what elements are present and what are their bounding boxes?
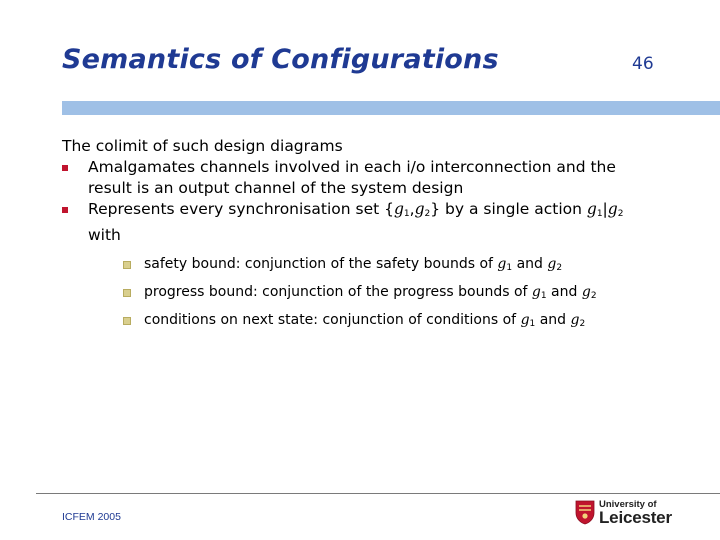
math-subscript: 1 — [540, 291, 547, 301]
page-number: 46 — [632, 54, 654, 74]
sub-bullet-progress — [123, 280, 682, 308]
university-logo — [575, 499, 675, 529]
university-crest-icon — [575, 500, 595, 525]
slide-content — [62, 136, 682, 336]
sub-bullet-square-icon — [123, 261, 131, 269]
math-g: g — [531, 284, 541, 300]
math-subscript: 2 — [424, 209, 431, 219]
title-bar — [62, 101, 720, 115]
footer-divider — [36, 493, 720, 494]
math-g: g — [497, 256, 507, 272]
math-g: g — [547, 256, 557, 272]
math-g: g — [570, 312, 580, 328]
sub-bullet-square-icon — [123, 317, 131, 325]
sub-bullet-list — [88, 252, 682, 336]
math-g: g — [581, 284, 591, 300]
bullet-represents — [62, 199, 682, 336]
bullet-amalgamates — [62, 157, 682, 199]
text-fragment: Represents every synchronisation set { — [88, 200, 394, 218]
math-g: g — [414, 200, 425, 218]
slide-title: Semantics of Configurations — [62, 44, 499, 75]
sub-bullet-safety — [123, 252, 682, 280]
math-subscript: 2 — [590, 291, 597, 301]
sub-bullet-text: progress bound: conjunction of the progress bounds of — [144, 284, 532, 300]
intro-text: The colimit of such design diagrams — [62, 137, 343, 155]
sub-bullet-conditions — [123, 308, 682, 336]
bullet-square-icon — [62, 207, 68, 213]
sub-bullet-text: conditions on next state: conjunction of conditions of — [144, 312, 521, 328]
bullet-text: with — [88, 226, 121, 244]
bullet-square-icon — [62, 165, 68, 171]
text-fragment: and — [546, 284, 582, 300]
math-subscript: 1 — [596, 209, 603, 219]
math-bar: | — [602, 200, 608, 218]
math-subscript: 2 — [579, 319, 586, 329]
footer-conference: ICFEM 2005 — [62, 511, 121, 523]
logo-line-1: University of — [599, 499, 657, 510]
bullet-text — [88, 199, 682, 225]
math-g: g — [586, 200, 597, 218]
math-g: g — [393, 200, 404, 218]
sub-bullet-square-icon — [123, 289, 131, 297]
math-g: g — [520, 312, 530, 328]
math-subscript: 1 — [403, 209, 410, 219]
bullet-text: result is an output channel of the system design — [88, 179, 464, 197]
math-subscript: 2 — [617, 209, 624, 219]
math-comma: , — [409, 200, 415, 218]
math-g: g — [607, 200, 618, 218]
logo-line-2: Leicester — [599, 508, 672, 527]
math-subscript: 2 — [556, 263, 563, 273]
sub-bullet-text: safety bound: conjunction of the safety bounds of — [144, 256, 498, 272]
math-subscript: 1 — [506, 263, 513, 273]
text-fragment: } by a single action — [430, 200, 587, 218]
math-subscript: 1 — [529, 319, 536, 329]
text-fragment: and — [535, 312, 571, 328]
bullet-text: Amalgamates channels involved in each i/o interconnection and the — [88, 158, 616, 176]
text-fragment: and — [512, 256, 548, 272]
